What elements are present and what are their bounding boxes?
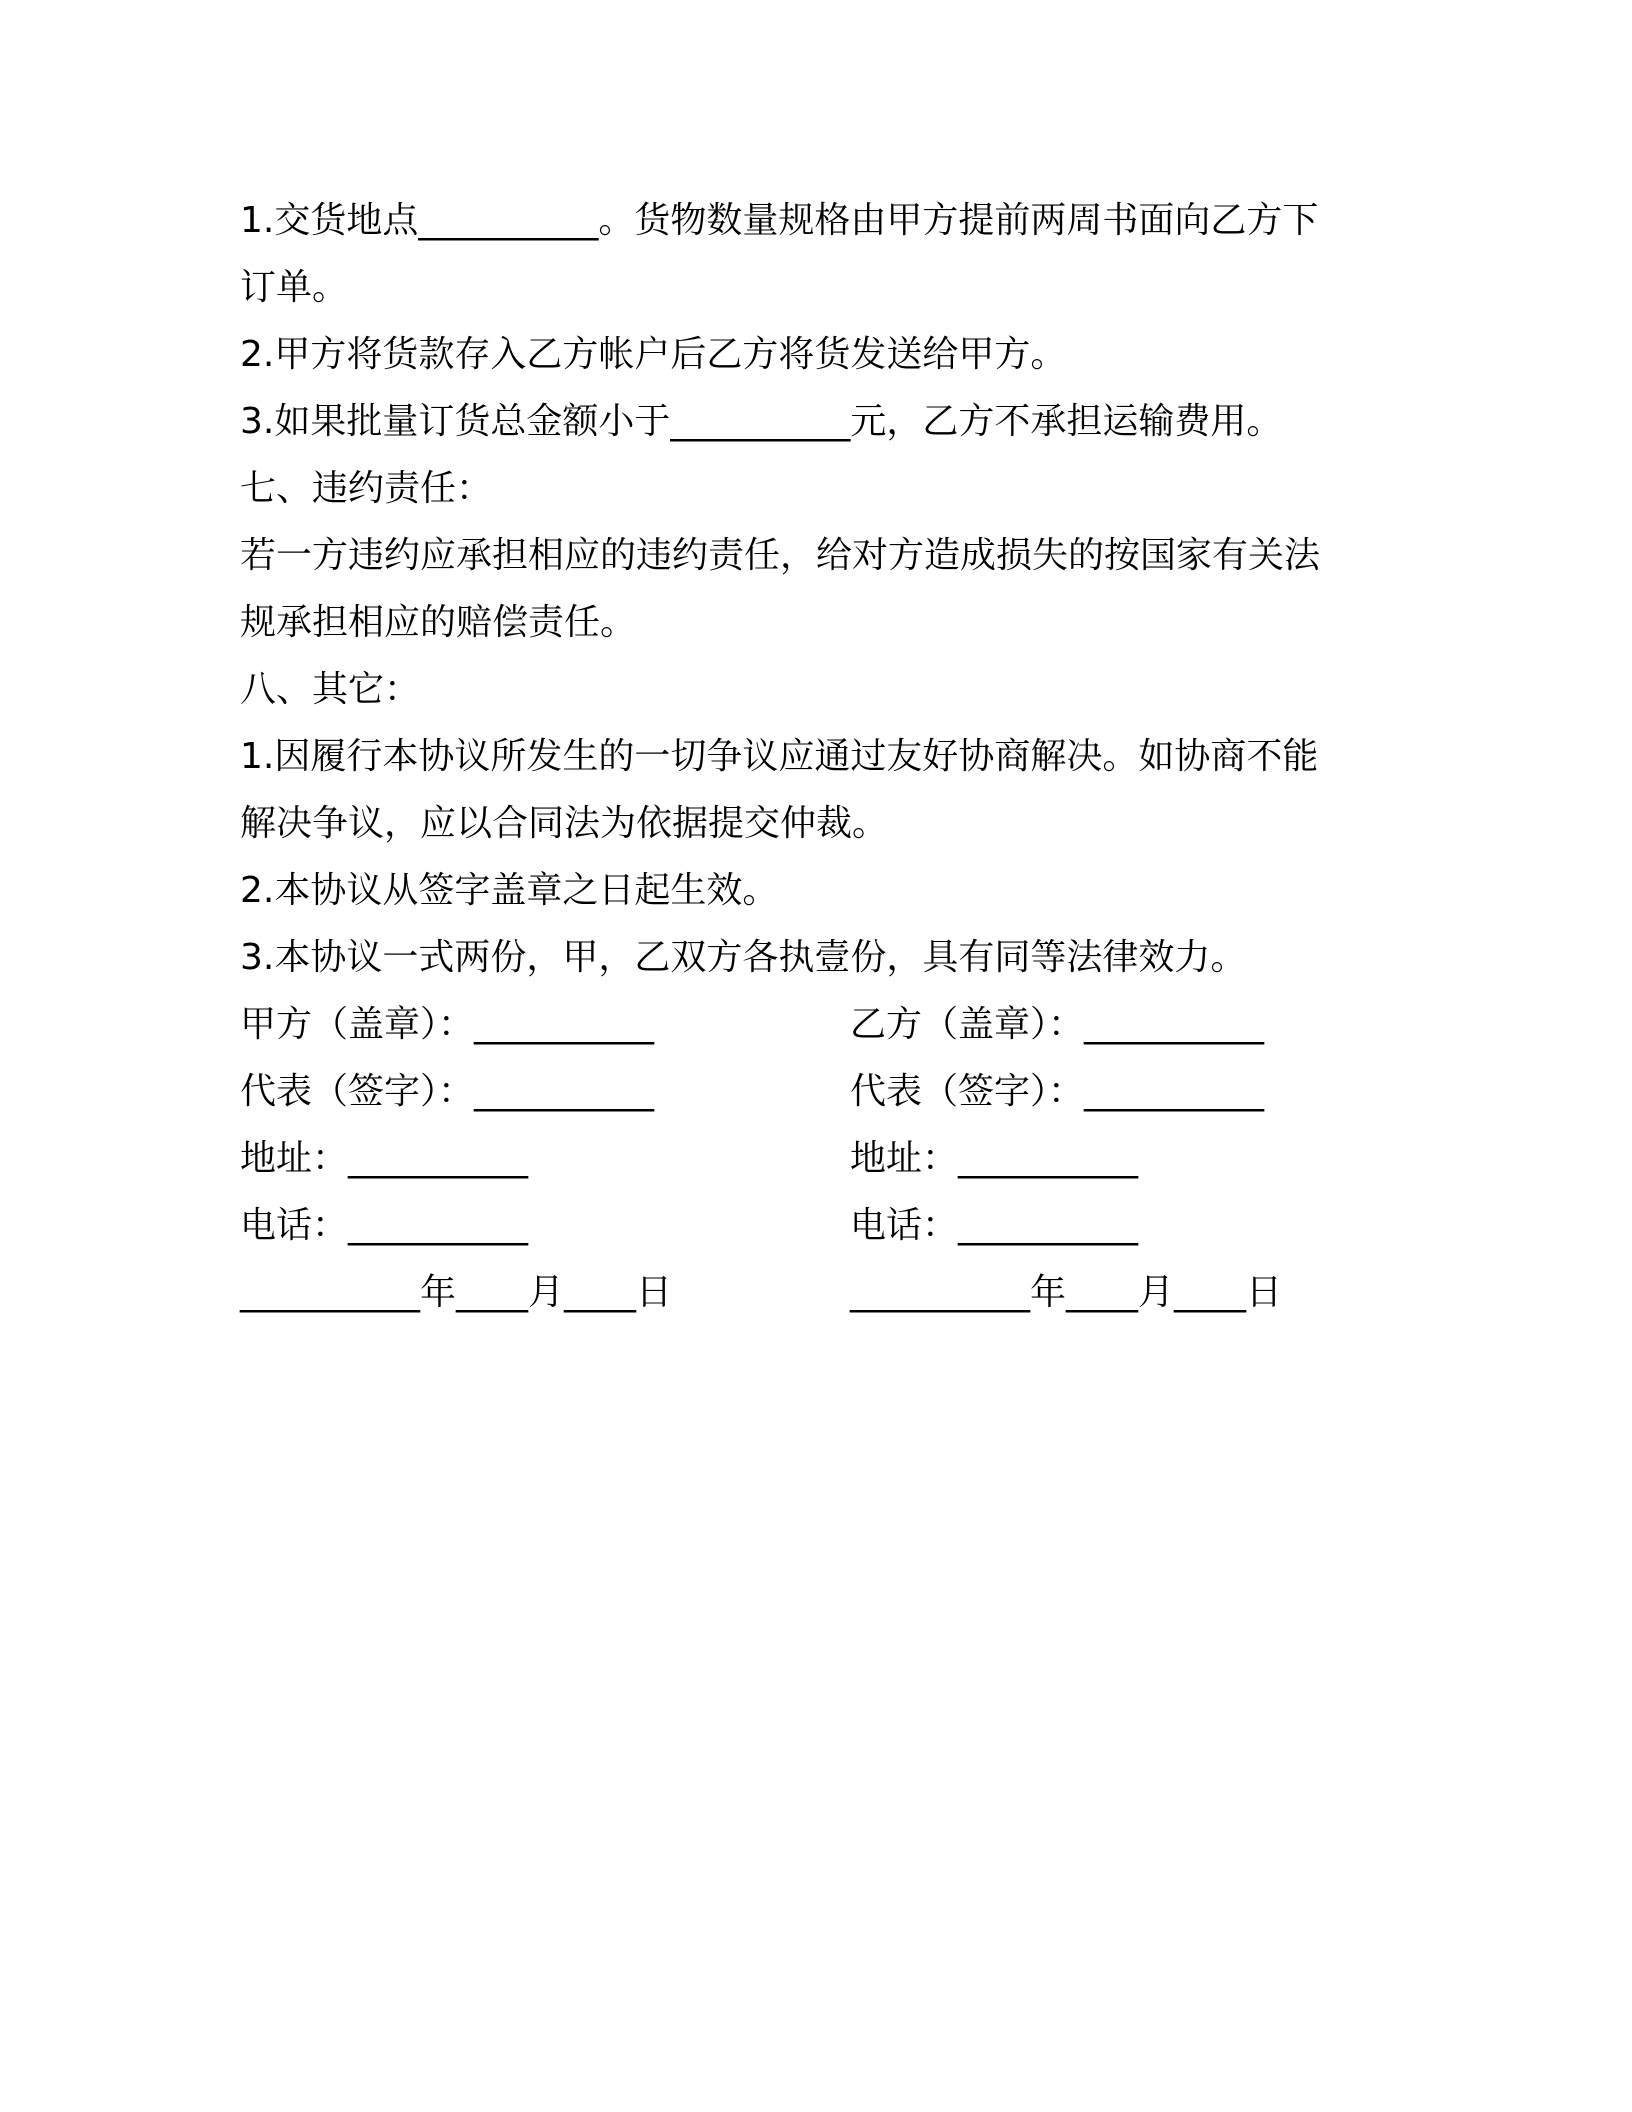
section-heading-other: 八、其它： xyxy=(240,669,421,710)
party-b-phone: 电话：__________ xyxy=(850,1205,1139,1246)
document-body xyxy=(240,187,1380,1326)
clause-dispute: 1.因履行本协议所发生的一切争议应通过友好协商解决。如协商不能 xyxy=(240,736,1319,777)
party-a-address: 地址：__________ xyxy=(240,1138,529,1179)
signature-row-address xyxy=(240,1125,1380,1192)
signature-row-date xyxy=(240,1259,1380,1326)
party-a-date: __________年____月____日 xyxy=(240,1272,672,1313)
signature-row-phone xyxy=(240,1192,1380,1259)
party-a-representative: 代表（签字）：__________ xyxy=(240,1071,655,1112)
section-heading-breach: 七、违约责任： xyxy=(240,468,493,509)
clause-delivery-location: 1.交货地点__________。货物数量规格由甲方提前两周书面向乙方下 xyxy=(240,200,1319,241)
clause-delivery-location-cont: 订单。 xyxy=(240,267,349,308)
party-a-seal: 甲方（盖章）：__________ xyxy=(240,1004,655,1045)
clause-dispute-cont: 解决争议，应以合同法为依据提交仲裁。 xyxy=(240,803,889,844)
party-b-seal: 乙方（盖章）：__________ xyxy=(850,1004,1265,1045)
signature-row-seal xyxy=(240,991,1380,1058)
signature-row-representative xyxy=(240,1058,1380,1125)
clause-breach-liability-cont: 规承担相应的赔偿责任。 xyxy=(240,602,637,643)
party-b-date: __________年____月____日 xyxy=(850,1272,1282,1313)
clause-copies: 3.本协议一式两份，甲，乙双方各执壹份，具有同等法律效力。 xyxy=(240,937,1247,978)
party-b-representative: 代表（签字）：__________ xyxy=(850,1071,1265,1112)
party-a-phone: 电话：__________ xyxy=(240,1205,529,1246)
clause-effective: 2.本协议从签字盖章之日起生效。 xyxy=(240,870,779,911)
party-b-address: 地址：__________ xyxy=(850,1138,1139,1179)
clause-payment: 2.甲方将货款存入乙方帐户后乙方将货发送给甲方。 xyxy=(240,334,1067,375)
clause-breach-liability: 若一方违约应承担相应的违约责任，给对方造成损失的按国家有关法 xyxy=(240,535,1321,576)
clause-shipping-cost: 3.如果批量订货总金额小于__________元，乙方不承担运输费用。 xyxy=(240,401,1283,442)
